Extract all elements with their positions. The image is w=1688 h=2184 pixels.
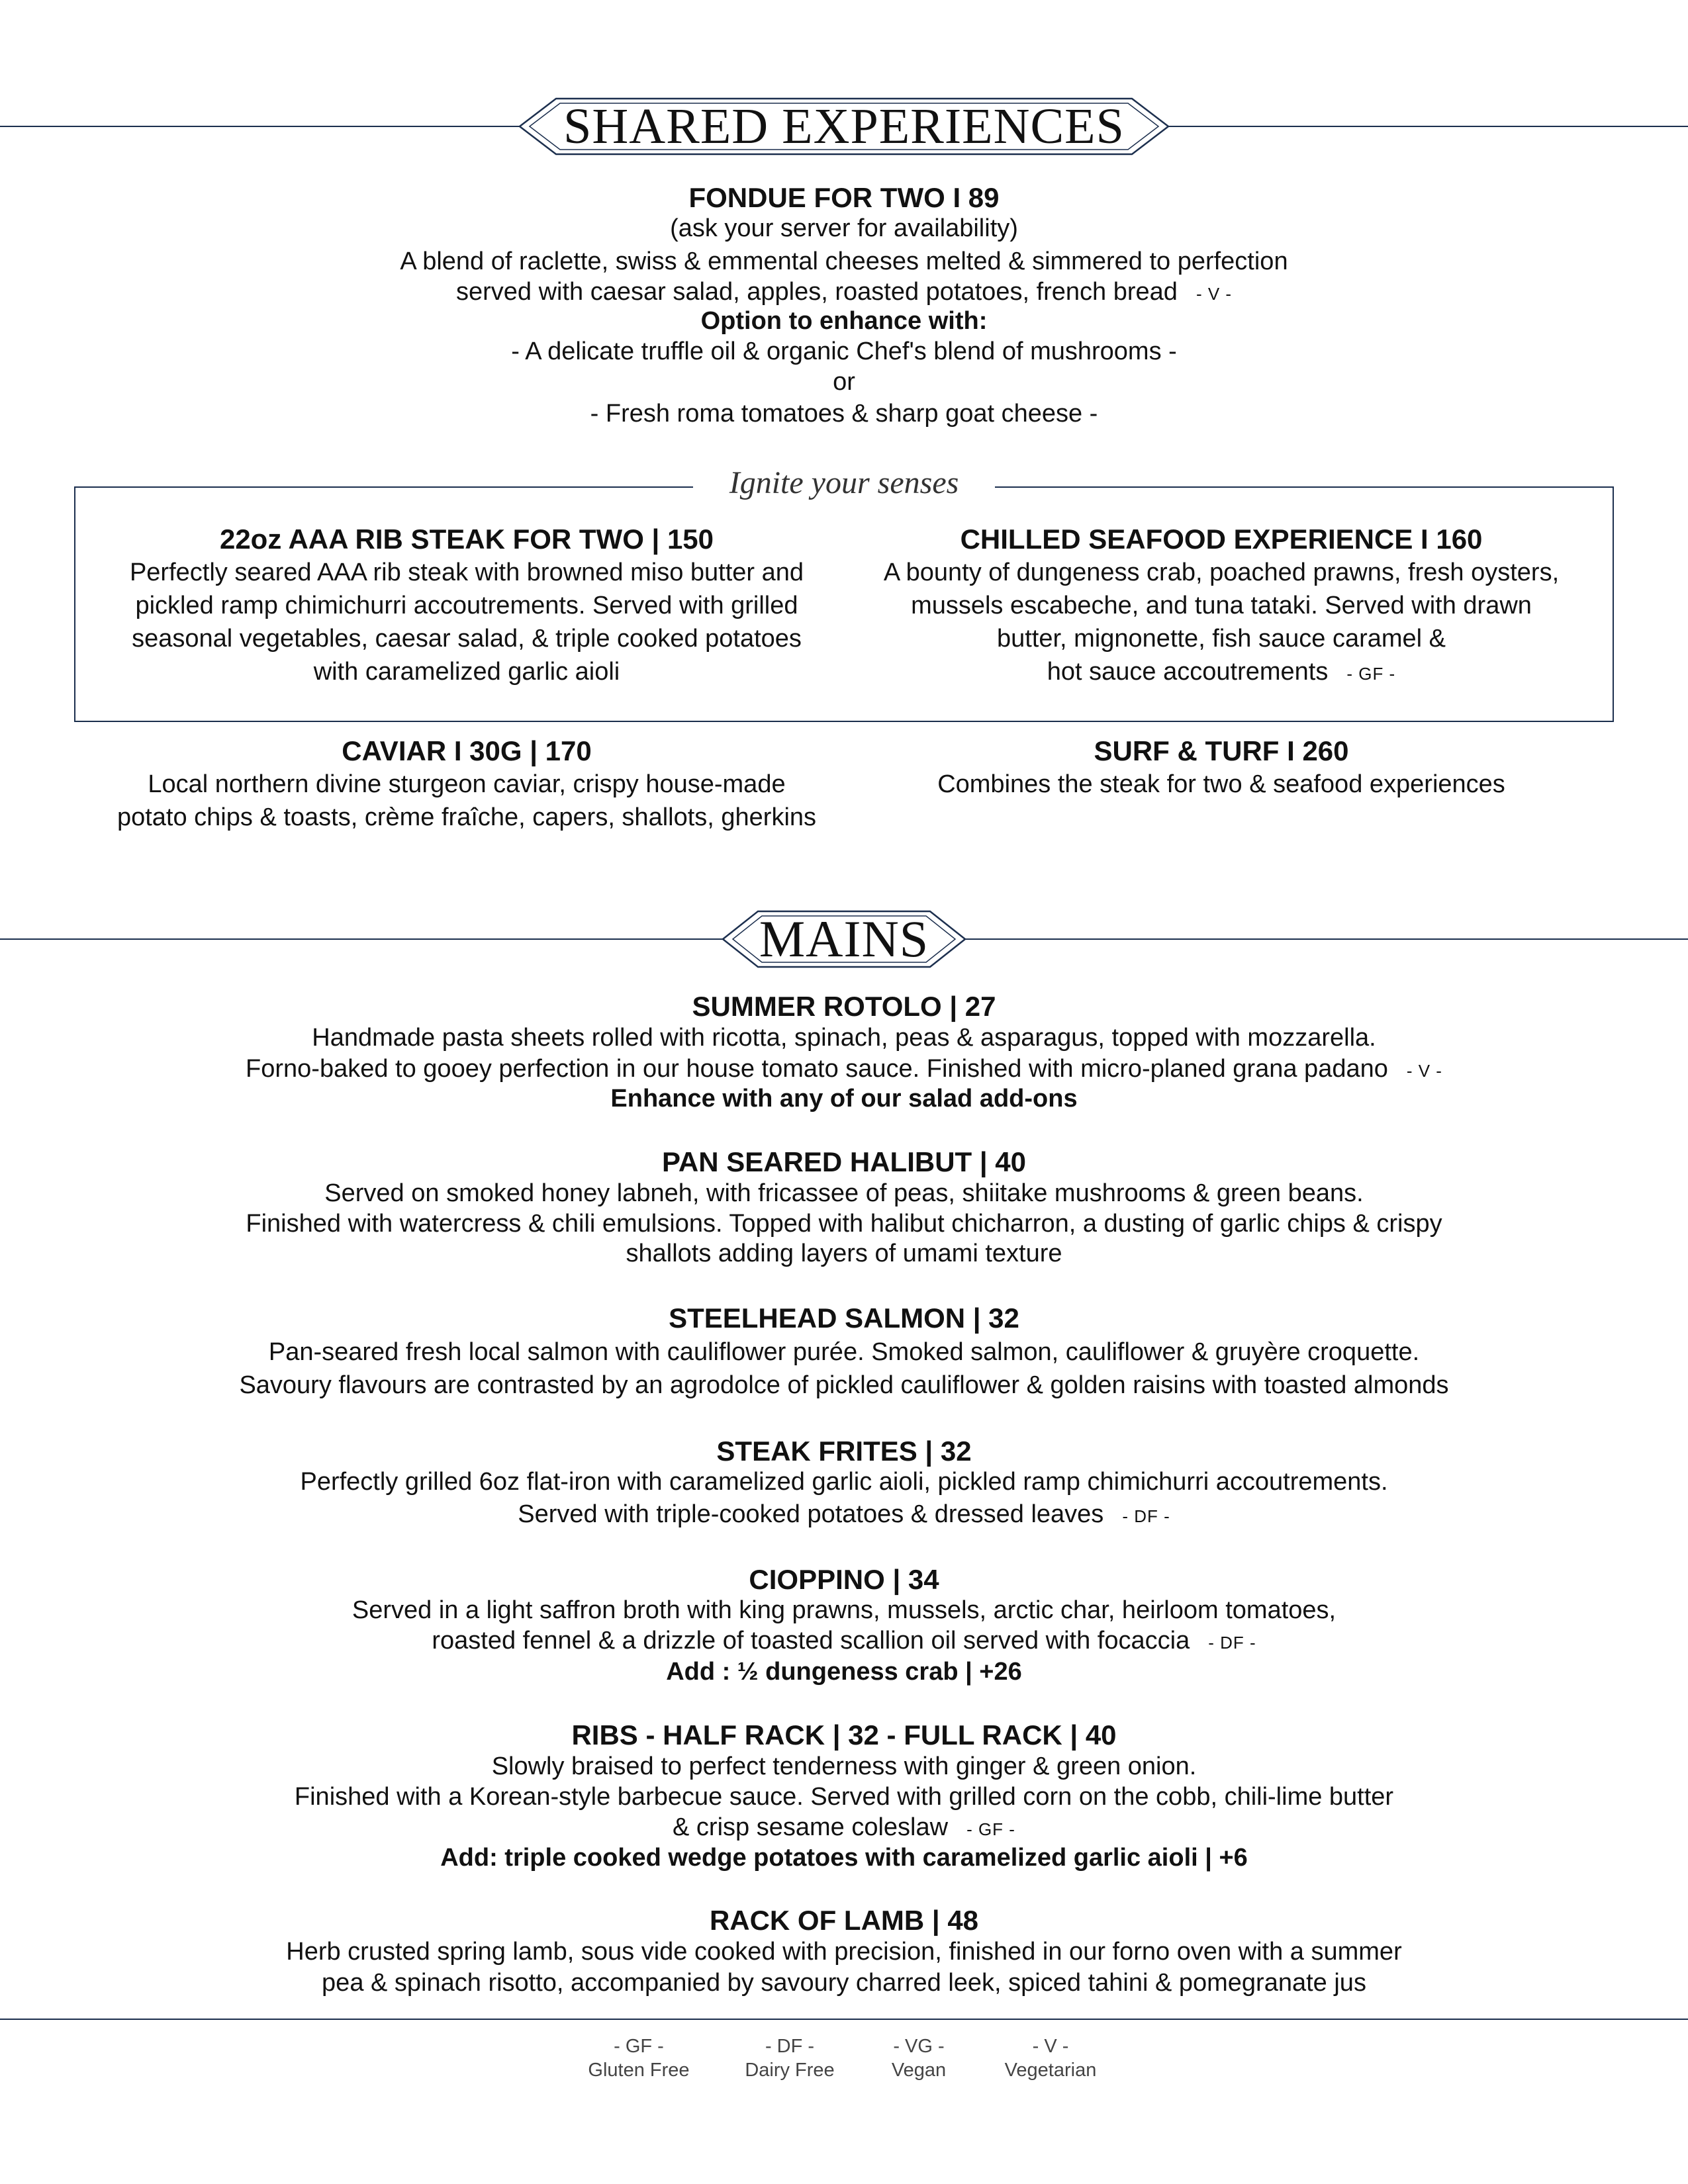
cioppino-line-2 (0, 1624, 1688, 1659)
fondue-option-1: - A delicate truffle oil & organic Chef's blend of mushrooms - (511, 338, 1177, 365)
legend-label: Vegan (891, 2060, 947, 2081)
halibut-line: shallots adding layers of umami texture (626, 1240, 1062, 1267)
footer-rule (0, 2019, 1688, 2020)
steak-frites-line-2-text: Served with triple-cooked potatoes & dressed leaves (518, 1500, 1104, 1528)
fondue-desc-2-text: served with caesar salad, apples, roasted potatoes, french bread (455, 278, 1178, 306)
halibut-title: PAN SEARED HALIBUT | 40 (661, 1146, 1027, 1177)
rib-steak-item (86, 523, 847, 688)
caviar-line: Local northern divine sturgeon caviar, crispy house-made (148, 770, 786, 798)
rib-steak-title: 22oz AAA RIB STEAK FOR TWO | 150 (219, 523, 714, 555)
banner-rule-left (0, 126, 520, 127)
lamb-line: pea & spinach risotto, accompanied by savoury charred leek, spiced tahini & pomegranate jus (322, 1969, 1366, 1997)
mains-rule-left (0, 938, 723, 940)
dairy-free-tag: - DF - (1208, 1633, 1256, 1653)
gluten-free-tag: - GF - (1346, 664, 1396, 684)
caviar-item (86, 735, 847, 834)
shared-experiences-heading: SHARED EXPERIENCES (563, 99, 1125, 154)
rib-steak-line: Perfectly seared AAA rib steak with browned miso butter and (129, 559, 804, 586)
rotolo-line-2-text: Forno-baked to gooey perfection in our house tomato sauce. Finished with micro-planed grana padano (246, 1055, 1388, 1083)
rotolo-line-1: Handmade pasta sheets rolled with ricotta, spinach, peas & asparagus, topped with mozzarella. (312, 1024, 1376, 1052)
salmon-line: Savoury flavours are contrasted by an agrodolce of pickled cauliflower & golden raisins with toasted almonds (239, 1371, 1449, 1399)
legend-code: - GF - (614, 2036, 664, 2057)
seafood-item (841, 523, 1602, 690)
rib-steak-line: seasonal vegetables, caesar salad, & triple cooked potatoes (132, 625, 802, 653)
fondue-desc-1: A blend of raclette, swiss & emmental cheeses melted & simmered to perfection (400, 248, 1288, 275)
banner-rule-right (1168, 126, 1688, 127)
halibut-line: Finished with watercress & chili emulsions. Topped with halibut chicharron, a dusting of garlic chips & crispy (246, 1210, 1442, 1238)
cioppino-extra: Add : ½ dungeness crab | +26 (666, 1658, 1022, 1686)
gluten-free-tag: - GF - (966, 1819, 1015, 1839)
ignite-subheading: Ignite your senses (693, 463, 995, 503)
fondue-title: FONDUE FOR TWO I 89 (688, 182, 1000, 213)
legend-label: Vegetarian (1004, 2060, 1097, 2081)
fondue-option-2: - Fresh roma tomatoes & sharp goat cheese - (590, 400, 1098, 428)
lamb-line: Herb crusted spring lamb, sous vide cooked with precision, finished in our forno oven with a summer (286, 1938, 1402, 1966)
seafood-line-text: hot sauce accoutrements (1047, 658, 1329, 686)
seafood-line: A bounty of dungeness crab, poached prawns, fresh oysters, (883, 559, 1560, 586)
rotolo-extra: Enhance with any of our salad add-ons (610, 1085, 1078, 1113)
legend-vegetarian (971, 2034, 1130, 2082)
fondue-or: or (833, 368, 855, 396)
seafood-line: butter, mignonette, fish sauce caramel & (996, 625, 1446, 653)
cioppino-title: CIOPPINO | 34 (749, 1564, 939, 1595)
surf-turf-item (841, 735, 1602, 801)
mains-rule-right (965, 938, 1688, 940)
vegetarian-tag: - V - (1406, 1061, 1442, 1081)
dairy-free-tag: - DF - (1122, 1506, 1170, 1526)
cioppino-line-1: Served in a light saffron broth with king prawns, mussels, arctic char, heirloom tomatoes, (352, 1596, 1336, 1624)
steak-frites-line-1: Perfectly grilled 6oz flat-iron with caramelized garlic aioli, pickled ramp chimichurri accoutrements. (300, 1468, 1388, 1496)
caviar-line: potato chips & toasts, crème fraîche, capers, shallots, gherkins (117, 803, 817, 831)
ribs-extra: Add: triple cooked wedge potatoes with caramelized garlic aioli | +6 (440, 1844, 1248, 1872)
steak-frites-line-2 (0, 1498, 1688, 1533)
vegetarian-tag: - V - (1196, 284, 1233, 304)
ribs-title: RIBS - HALF RACK | 32 - FULL RACK | 40 (571, 1719, 1117, 1751)
surf-turf-line: Combines the steak for two & seafood experiences (937, 770, 1505, 798)
mains-heading: MAINS (759, 910, 929, 968)
fondue-note: (ask your server for availability) (670, 214, 1018, 242)
rib-steak-line: with caramelized garlic aioli (313, 658, 620, 686)
salmon-line: Pan-seared fresh local salmon with cauliflower purée. Smoked salmon, cauliflower & gruyère croquette. (268, 1338, 1420, 1366)
rotolo-title: SUMMER ROTOLO | 27 (692, 991, 996, 1022)
ribs-line-2: Finished with a Korean-style barbecue sauce. Served with grilled corn on the cobb, chili-lime butter (294, 1783, 1394, 1811)
ribs-line-1: Slowly braised to perfect tenderness with ginger & green onion. (491, 1752, 1197, 1780)
lamb-title: RACK OF LAMB | 48 (709, 1905, 979, 1936)
steak-frites-title: STEAK FRITES | 32 (716, 1435, 972, 1467)
caviar-title: CAVIAR I 30G | 170 (342, 735, 592, 766)
legend-label: Dairy Free (745, 2060, 835, 2081)
fondue-option-label: Option to enhance with: (700, 307, 988, 335)
legend-gluten-free (559, 2034, 718, 2082)
seafood-line: mussels escabeche, and tuna tataki. Served with drawn (911, 592, 1532, 619)
surf-turf-title: SURF & TURF I 260 (1094, 735, 1349, 766)
salmon-title: STEELHEAD SALMON | 32 (669, 1302, 1019, 1334)
legend-label: Gluten Free (588, 2060, 690, 2081)
ribs-line-3-text: & crisp sesame coleslaw (673, 1813, 949, 1841)
rib-steak-line: pickled ramp chimichurri accoutrements. Served with grilled (135, 592, 798, 619)
legend-code: - VG - (893, 2036, 945, 2057)
seafood-title: CHILLED SEAFOOD EXPERIENCE I 160 (960, 523, 1483, 555)
halibut-line: Served on smoked honey labneh, with fricassee of peas, shiitake mushrooms & green beans. (324, 1179, 1364, 1207)
legend-code: - V - (1032, 2036, 1069, 2057)
seafood-line-last (841, 655, 1602, 690)
cioppino-line-2-text: roasted fennel & a drizzle of toasted scallion oil served with focaccia (432, 1627, 1190, 1655)
legend-code: - DF - (765, 2036, 815, 2057)
